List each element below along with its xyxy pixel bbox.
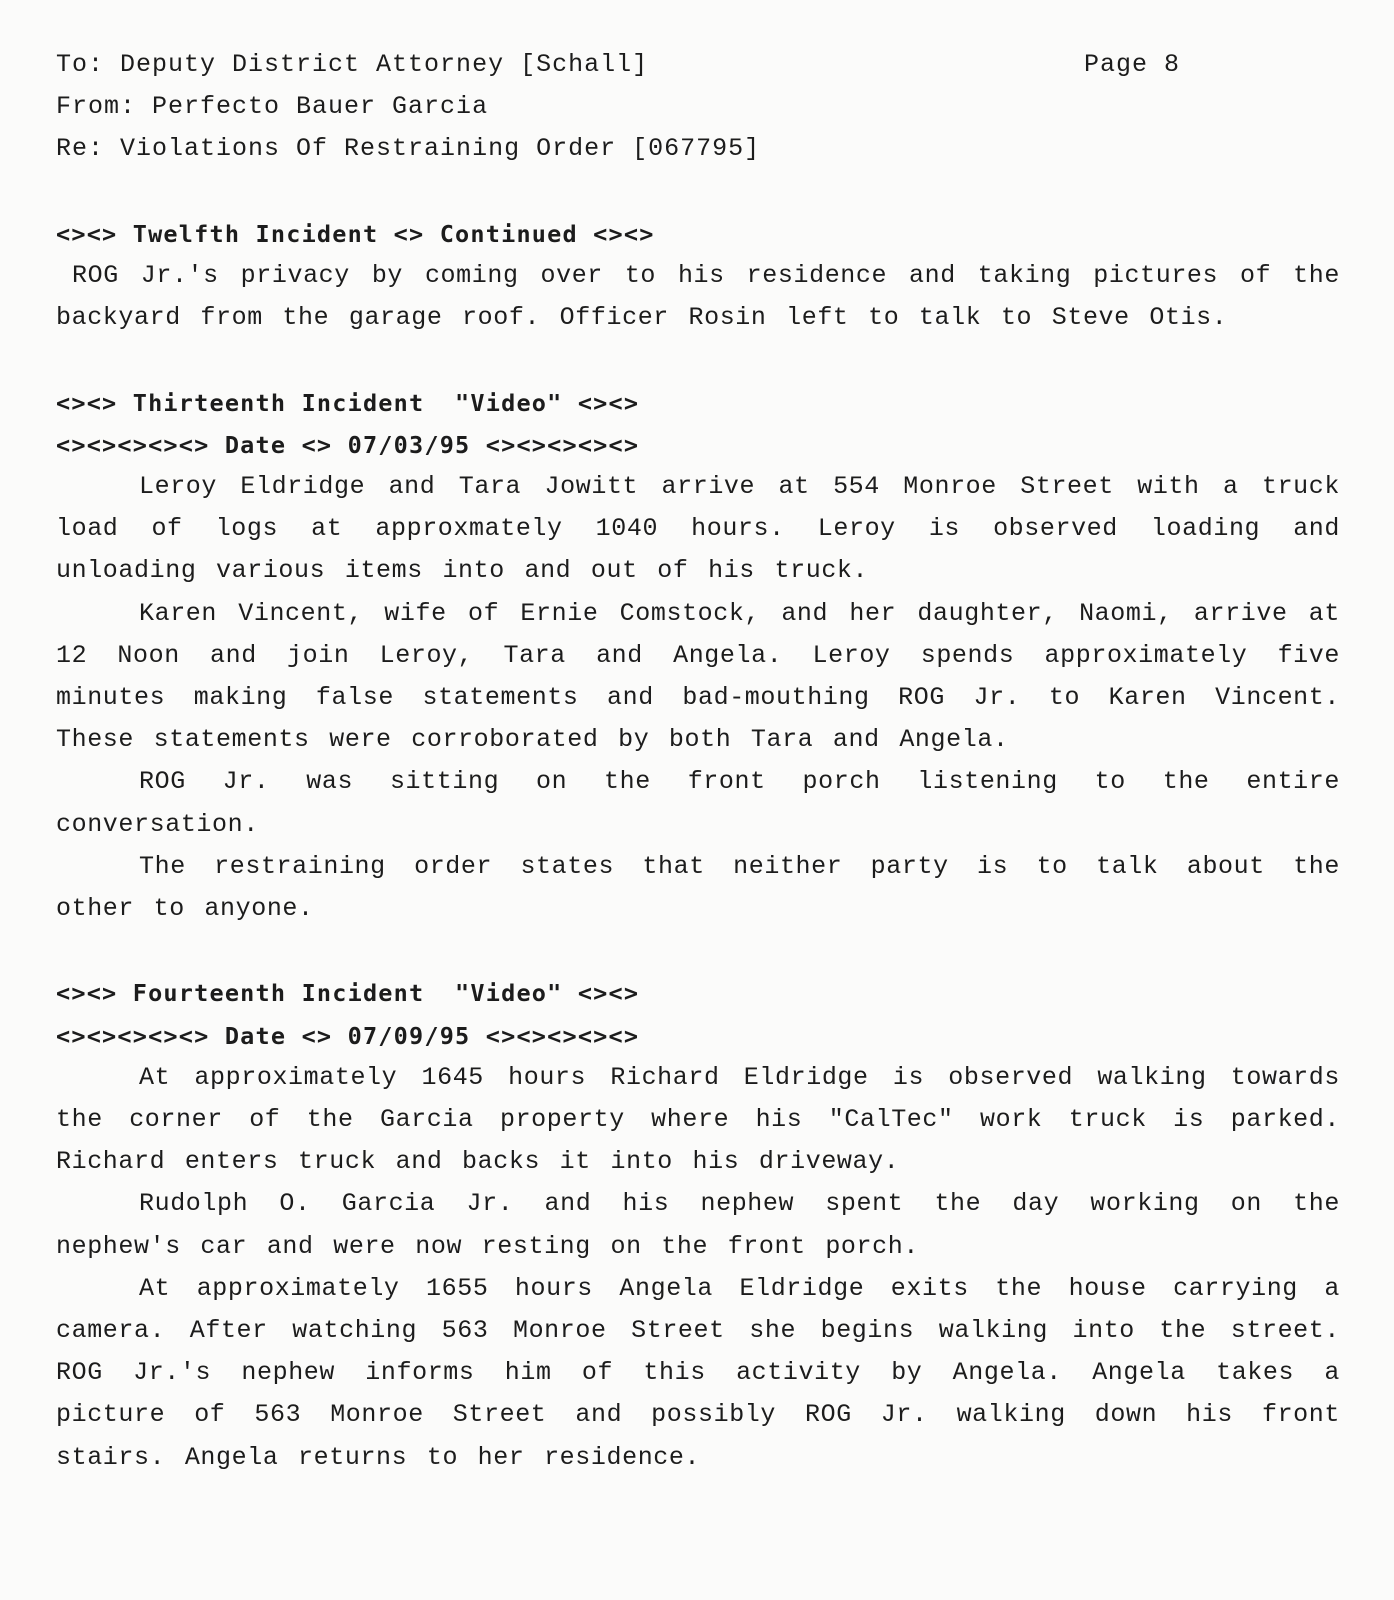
twelfth-incident-section bbox=[56, 213, 1340, 340]
to-line: To: Deputy District Attorney [Schall] bbox=[56, 50, 649, 79]
thirteenth-paragraph: Karen Vincent, wife of Ernie Comstock, and her daughter, Naomi, arrive at 12 Noon and join Leroy, Tara and Angela. Leroy spends approximately five minutes making false statements and bad-mouthing ROG Jr. to Karen Vincent. These statements were corroborated by both Tara and Angela. bbox=[56, 598, 1340, 755]
memo-page bbox=[56, 44, 1340, 1479]
twelfth-incident-heading: <><> Twelfth Incident <> Continued <><> bbox=[56, 219, 655, 248]
twelfth-incident-text: ROG Jr.'s privacy by coming over to his residence and taking pictures of the backyard from the garage roof. Officer Rosin left to talk to Steve Otis. bbox=[56, 260, 1340, 333]
fourteenth-incident-section bbox=[56, 972, 1340, 1478]
thirteenth-paragraph: The restraining order states that neither party is to talk about the other to anyone. bbox=[56, 851, 1340, 923]
page-number: Page 8 bbox=[1084, 50, 1181, 79]
fourteenth-paragraph: At approximately 1655 hours Angela Eldridge exits the house carrying a camera. After watching 563 Monroe Street she begins walking into the street. ROG Jr.'s nephew informs him of this activity by Angela. Angela takes a picture of 563 Monroe Street and possibly ROG Jr. walking down his front stairs. Angela returns to her residence. bbox=[56, 1273, 1340, 1472]
fourteenth-incident-heading: <><> Fourteenth Incident "Video" <><> bbox=[56, 979, 640, 1008]
thirteenth-incident-section bbox=[56, 382, 1340, 931]
spacer bbox=[56, 930, 1340, 972]
fourteenth-paragraph: Rudolph O. Garcia Jr. and his nephew spent the day working on the nephew's car and were now resting on the front porch. bbox=[56, 1189, 1340, 1261]
memo-header bbox=[56, 44, 1340, 171]
fourteenth-paragraph: At approximately 1645 hours Richard Eldridge is observed walking towards the corner of the Garcia property where his "CalTec" work truck is parked. Richard enters truck and backs it into his driveway. bbox=[56, 1062, 1340, 1177]
re-line: Re: Violations Of Restraining Order [067795] bbox=[56, 134, 761, 164]
fourteenth-incident-date: <><><><><> Date <> 07/09/95 <><><><><> bbox=[56, 1021, 640, 1050]
spacer bbox=[56, 339, 1340, 381]
spacer bbox=[56, 171, 1340, 213]
thirteenth-paragraph: Leroy Eldridge and Tara Jowitt arrive at 554 Monroe Street with a truck load of logs at approxmately 1040 hours. Leroy is observed loading and unloading various items into and out of his truck. bbox=[56, 471, 1340, 586]
thirteenth-incident-heading: <><> Thirteenth Incident "Video" <><> bbox=[56, 388, 640, 417]
from-line: From: Perfecto Bauer Garcia bbox=[56, 92, 489, 122]
thirteenth-incident-date: <><><><><> Date <> 07/03/95 <><><><><> bbox=[56, 430, 640, 459]
thirteenth-paragraph: ROG Jr. was sitting on the front porch listening to the entire conversation. bbox=[56, 767, 1340, 839]
